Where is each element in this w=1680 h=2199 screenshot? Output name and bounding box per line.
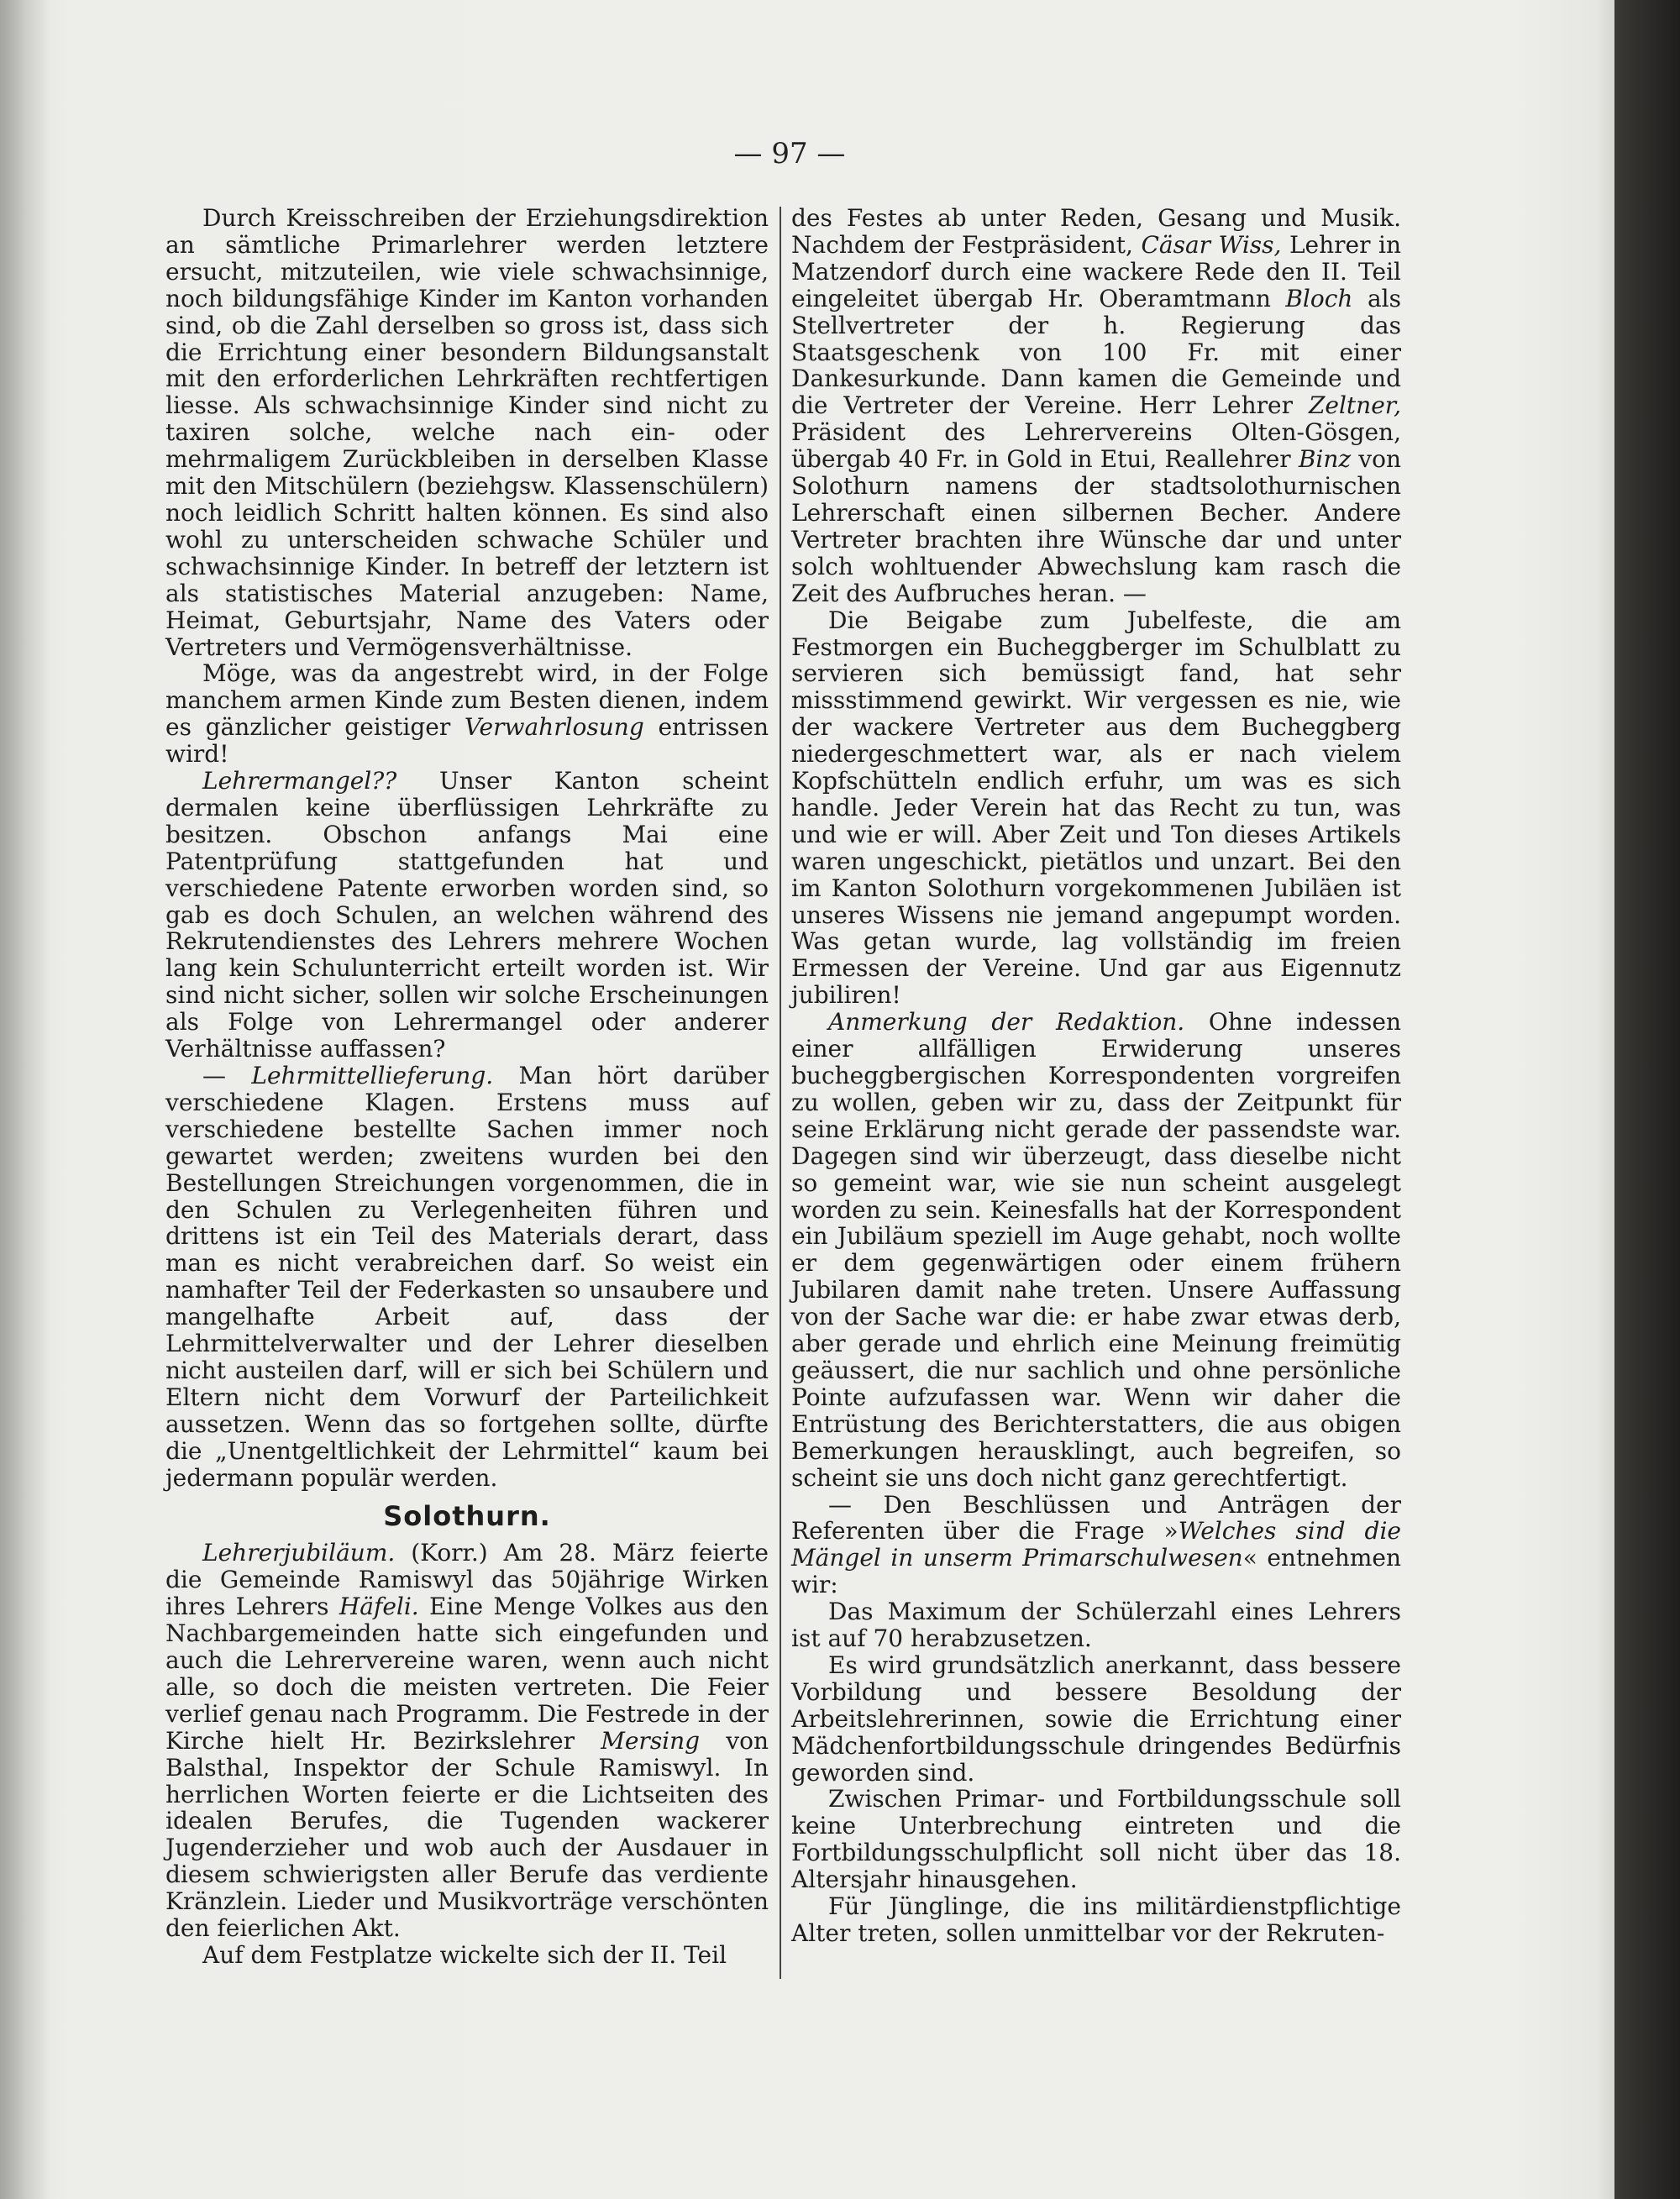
paragraph: — Lehrmittellieferung. Man hört darüber verschiedene Klagen. Erstens muss auf verschiedene bestellte Sachen immer noch gewartet werden; zweitens wurden bei den Bestellungen Streichungen vorgenommen, die in den Schulen zu Verlegenheiten führen und drittens ist ein Teil des Materials derart, dass man es nicht verabreichen darf. So weist ein namhafter Teil der Federkasten so unsaubere und mangelhafte Arbeit auf, dass der Lehrmittelverwalter und der Lehrer dieselben nicht austeilen darf, will er sich bei Schülern und Eltern nicht dem Vorwurf der Parteilichkeit aussetzen. Wenn das so fortgehen sollte, dürfte die „Unentgeltlichkeit der Lehrmittel“ kaum bei jedermann populär werden. bbox=[165, 1062, 769, 1492]
paragraph: Das Maximum der Schülerzahl eines Lehrers ist auf 70 herabzusetzen. bbox=[791, 1598, 1401, 1653]
left-column bbox=[165, 205, 769, 1969]
paragraph: — Den Beschlüssen und Anträgen der Referenten über die Frage »Welches sind die Mängel in unserm Primarschulwesen« entnehmen wir: bbox=[791, 1490, 1401, 1599]
paragraph: Lehrermangel?? Unser Kanton scheint dermalen keine überflüssigen Lehrkräfte zu besitzen. Obschon anfangs Mai eine Patentprüfung stattgefunden hat und verschiedene Patente erworben worden sind, so gab es doch Schulen, an welchen während des Rekrutendienstes des Lehrers mehrere Wochen lang kein Schulunterricht erteilt worden ist. Wir sind nicht sicher, sollen wir solche Erscheinungen als Folge von Lehrermangel oder anderer Verhältnisse auffassen? bbox=[165, 767, 769, 1063]
column-divider bbox=[780, 207, 781, 1979]
paragraph: Möge, was da angestrebt wird, in der Folge manchem armen Kinde zum Besten dienen, indem es gänzlicher geistiger Verwahrlosung entrissen wird! bbox=[165, 659, 769, 769]
section-title: Lehrermangel?? bbox=[202, 767, 397, 795]
paragraph: Zwischen Primar- und Fortbildungsschule soll keine Unterbrechung eintreten und die Fortbildungsschulpflicht soll nicht über das 18. Altersjahr hinausgehen. bbox=[791, 1785, 1401, 1894]
paragraph: des Festes ab unter Reden, Gesang und Musik. Nachdem der Festpräsident, Cäsar Wiss, Lehrer in Matzendorf durch eine wackere Rede den II. Teil eingeleitet übergab Hr. Oberamtmann Bloch als Stellvertreter der h. Regierung das Staatsgeschenk von 100 Fr. mit einer Dankesurkunde. Dann kamen die Gemeinde und die Vertreter der Vereine. Herr Lehrer Zeltner, Präsident des Lehrervereins Olten-Gösgen, übergab 40 Fr. in Gold in Etui, Reallehrer Binz von Solothurn namens der stadtsolothurnischen Lehrerschaft einen silbernen Becher. Andere Vertreter brachten ihre Wünsche dar und unter solch wohltuender Abwechslung kam rasch die Zeit des Aufbruches heran. — bbox=[791, 204, 1402, 607]
page-binding-shadow bbox=[0, 0, 50, 2199]
paragraph: Lehrerjubiläum. (Korr.) Am 28. März feierte die Gemeinde Ramiswyl das 50jährige Wirken ihres Lehrers Häfeli. Eine Menge Volkes aus den Nachbargemeinden hatte sich eingefunden und auch die Lehrervereine waren, wenn auch nicht alle, so doch die meisten vertreten. Die Feier verlief genau nach Programm. Die Festrede in der Kirche hielt Hr. Bezirkslehrer Mersing von Balsthal, Inspektor der Schule Ramiswyl. In herrlichen Worten feierte er die Lichtseiten des idealen Berufes, die Tugenden wackerer Jugenderzieher und wob auch der Ausdauer in diesem schwierigsten aller Berufe das verdiente Kränzlein. Lieder und Musikvorträge verschönten den feierlichen Akt. bbox=[165, 1539, 769, 1943]
section-title: Lehrmittellieferung. bbox=[251, 1062, 494, 1089]
paragraph: Für Jünglinge, die ins militärdienstpflichtige Alter treten, sollen unmittelbar vor der Rekruten- bbox=[791, 1892, 1401, 1947]
section-title: Lehrerjubiläum. bbox=[202, 1539, 396, 1567]
paragraph: Auf dem Festplatze wickelte sich der II. Teil bbox=[202, 1941, 727, 1969]
section-heading: Solothurn. bbox=[383, 1499, 551, 1532]
paragraph: Anmerkung der Redaktion. Ohne indessen einer allfälligen Erwiderung unseres bucheggbergischen Korrespondenten vorgreifen zu wollen, geben wir zu, dass der Zeitpunkt für seine Erklärung nicht gerade der passendste war. Dagegen sind wir überzeugt, dass dieselbe nicht so gemeint war, wie sie nun scheint ausgelegt worden zu sein. Keinesfalls hat der Korrespondent ein Jubiläum speziell im Auge gehabt, noch wollte er dem gegenwärtigen oder einem frühern Jubilaren damit nahe treten. Unsere Auffassung von der Sache war die: er habe zwar etwas derb, aber gerade und ehrlich eine Meinung freimütig geäussert, die nur sachlich und ohne persönliche Pointe aufzufassen war. Wenn wir daher die Entrüstung des Berichterstatters, die aus obigen Bemerkungen herausklingt, auch begreifen, so scheint sie uns doch nicht ganz gerechtfertigt. bbox=[791, 1008, 1401, 1492]
paragraph: Durch Kreisschreiben der Erziehungsdirektion an sämtliche Primarlehrer werden letztere ersucht, mitzuteilen, wie viele schwachsinnige, noch bildungsfähige Kinder im Kanton vorhanden sind, ob die Zahl derselben so gross ist, dass sich die Errichtung einer besondern Bildungsanstalt mit den erforderlichen Lehrkräften rechtfertigen liesse. Als schwachsinnige Kinder sind nicht zu taxiren solche, welche nach ein- oder mehrmaligem Zurückbleiben in derselben Klasse mit den Mitschülern (beziehgsw. Klassenschülern) noch leidlich Schritt halten können. Es sind also wohl zu unterscheiden schwache Schüler und schwachsinnige Kinder. In betreff der letztern ist als statistisches Material anzugeben: Name, Heimat, Geburtsjahr, Name des Vaters oder Vertreters und Vermögensverhältnisse. bbox=[165, 204, 769, 661]
section-title: Anmerkung der Redaktion. bbox=[828, 1008, 1185, 1037]
paragraph: Es wird grundsätzlich anerkannt, dass bessere Vorbildung und bessere Besoldung der Arbeitslehrerinnen, sowie die Errichtung einer Mädchenfortbildungsschule dringendes Bedürfnis geworden sind. bbox=[791, 1651, 1401, 1787]
right-column bbox=[791, 205, 1401, 1947]
paragraph: Die Beigabe zum Jubelfeste, die am Festmorgen ein Bucheggberger im Schulblatt zu servieren sich bemüssigt fand, hat sehr missstimmend gewirkt. Wir vergessen es nie, wie der wackere Vertreter aus dem Bucheggberg niedergeschmettert war, als er nach vielem Kopfschütteln endlich erfuhr, um was es sich handle. Jeder Verein hat das Recht zu tun, was und wie er will. Aber Zeit und Ton dieses Artikels waren ungeschickt, pietätlos und unzart. Bei den im Kanton Solothurn vorgekommenen Jubiläen ist unseres Wissens nie jemand angepumpt worden. Was getan wurde, lag vollständig im freien Ermessen der Vereine. Und gar aus Eigennutz jubiliren! bbox=[791, 606, 1401, 1010]
page-number: — 97 — bbox=[733, 137, 846, 171]
scanner-background bbox=[1614, 0, 1680, 2199]
